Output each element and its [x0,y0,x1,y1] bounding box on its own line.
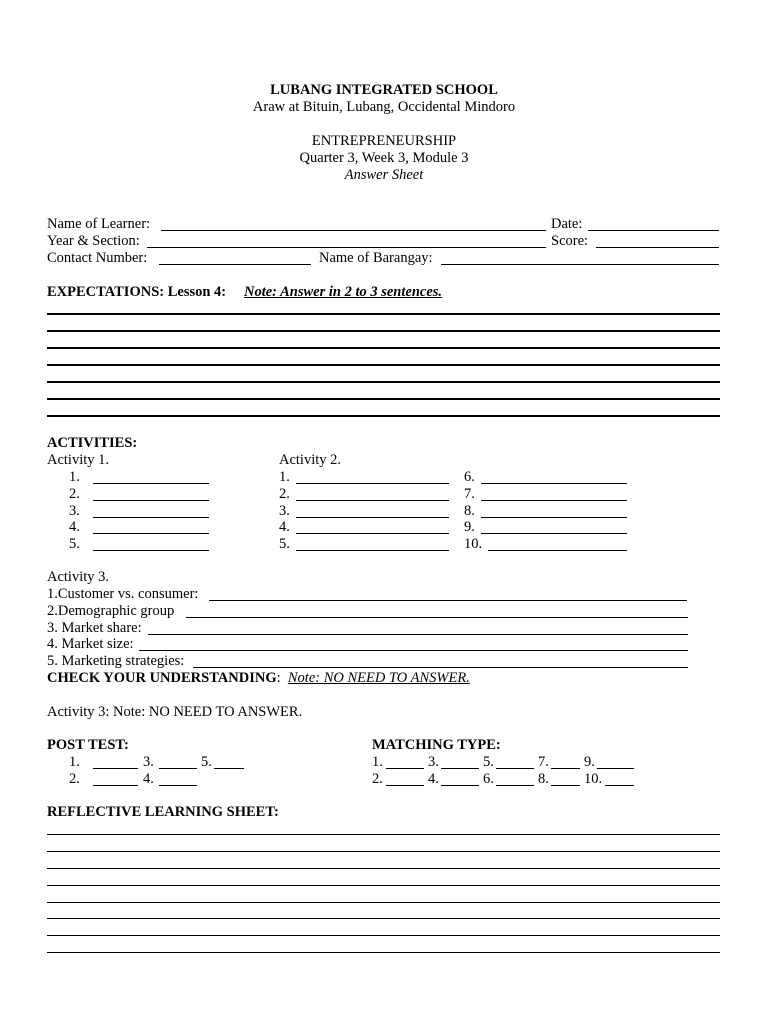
activity-1-answer-field[interactable] [93,470,209,484]
expectations-answer-line[interactable] [47,381,720,383]
post-test-answer-field[interactable] [214,755,244,769]
reflective-answer-line[interactable] [47,885,720,886]
barangay-field[interactable] [441,251,719,265]
activity-3-item-label: 2.Demographic group [47,603,175,619]
expectations-label: EXPECTATIONS: Lesson 4: [47,284,227,300]
expectations-answer-line[interactable] [47,415,720,417]
activity-1-item-number: 3. [69,503,80,519]
activity-3-item-label: 5. Marketing strategies: [47,653,185,669]
post-test-item-number: 5. [201,754,212,770]
reflective-answer-line[interactable] [47,868,720,869]
activity-3-title: Activity 3. [47,569,110,585]
check-understanding-label: CHECK YOUR UNDERSTANDING [47,670,277,686]
reflective-answer-line[interactable] [47,902,720,903]
name-of-learner-label: Name of Learner: [47,216,151,232]
activity-1-answer-field[interactable] [93,537,209,551]
reflective-answer-line[interactable] [47,918,720,919]
activity-2-answer-field[interactable] [481,520,627,534]
date-label: Date: [551,216,583,232]
activity-2-item-number: 7. [464,486,475,502]
activity-2-answer-field[interactable] [296,470,449,484]
activity-1-title: Activity 1. [47,452,110,468]
matching-answer-field[interactable] [496,772,534,786]
expectations-answer-line[interactable] [47,398,720,400]
activity-3-answer-field[interactable] [186,604,688,618]
activity-3-answer-field[interactable] [139,637,688,651]
activity-2-item-number: 5. [279,536,290,552]
module-info: Quarter 3, Week 3, Module 3 [299,150,469,166]
post-test-answer-field[interactable] [159,755,197,769]
activity-2-answer-field[interactable] [296,487,449,501]
matching-answer-field[interactable] [386,772,424,786]
date-field[interactable] [588,217,719,231]
activity-2-item-number: 1. [279,469,290,485]
activity-2-title: Activity 2. [279,452,342,468]
activity-3-item-label: 4. Market size: [47,636,134,652]
activity-3-no-answer-note: Activity 3: Note: NO NEED TO ANSWER. [47,704,303,720]
matching-type-heading: MATCHING TYPE: [372,737,501,753]
activity-2-item-number: 3. [279,503,290,519]
reflective-answer-line[interactable] [47,834,720,835]
check-understanding-colon: : [276,670,281,686]
expectations-answer-line[interactable] [47,330,720,332]
activity-1-answer-field[interactable] [93,487,209,501]
contact-number-label: Contact Number: [47,250,148,266]
reflective-answer-line[interactable] [47,935,720,936]
activity-1-item-number: 2. [69,486,80,502]
school-name: LUBANG INTEGRATED SCHOOL [270,82,498,98]
activity-1-item-number: 4. [69,519,80,535]
matching-answer-field[interactable] [441,772,479,786]
activity-2-answer-field[interactable] [481,504,627,518]
subject-title: ENTREPRENEURSHIP [311,133,457,149]
post-test-answer-field[interactable] [159,772,197,786]
matching-item-number: 9. [584,754,595,770]
activity-2-item-number: 8. [464,503,475,519]
matching-item-number: 7. [538,754,549,770]
contact-number-field[interactable] [159,251,311,265]
matching-item-number: 6. [483,771,494,787]
matching-answer-field[interactable] [597,755,634,769]
expectations-answer-line[interactable] [47,313,720,315]
year-section-label: Year & Section: [47,233,140,249]
activity-2-item-number: 6. [464,469,475,485]
post-test-item-number: 2. [69,771,80,787]
activity-3-answer-field[interactable] [148,621,688,635]
matching-answer-field[interactable] [605,772,634,786]
activity-1-item-number: 5. [69,536,80,552]
name-of-learner-field[interactable] [161,217,546,231]
activity-2-answer-field[interactable] [296,537,449,551]
activity-2-item-number: 4. [279,519,290,535]
post-test-item-number: 1. [69,754,80,770]
activity-3-item-label: 1.Customer vs. consumer: [47,586,199,602]
score-label: Score: [551,233,589,249]
matching-answer-field[interactable] [441,755,479,769]
check-understanding-row [47,670,470,687]
expectations-note: Note: Answer in 2 to 3 sentences. [244,284,443,300]
matching-answer-field[interactable] [386,755,424,769]
check-understanding-note: Note: NO NEED TO ANSWER. [287,670,470,686]
school-address: Araw at Bituin, Lubang, Occidental Mindoro [252,99,516,115]
score-field[interactable] [596,234,719,248]
expectations-answer-line[interactable] [47,347,720,349]
post-test-answer-field[interactable] [93,772,138,786]
year-section-field[interactable] [147,234,546,248]
matching-item-number: 5. [483,754,494,770]
document-type: Answer Sheet [344,167,424,183]
activity-2-answer-field[interactable] [296,504,449,518]
reflective-heading: REFLECTIVE LEARNING SHEET: [47,804,279,820]
activity-2-item-number: 9. [464,519,475,535]
activity-2-answer-field[interactable] [481,470,627,484]
reflective-answer-line[interactable] [47,851,720,852]
barangay-label: Name of Barangay: [319,250,433,266]
matching-answer-field[interactable] [551,755,580,769]
expectations-answer-line[interactable] [47,364,720,366]
reflective-answer-line[interactable] [47,952,720,953]
matching-answer-field[interactable] [551,772,580,786]
activity-1-item-number: 1. [69,469,80,485]
activity-2-answer-field[interactable] [481,487,627,501]
matching-answer-field[interactable] [496,755,534,769]
matching-item-number: 3. [428,754,439,770]
matching-item-number: 2. [372,771,383,787]
activity-2-item-number: 2. [279,486,290,502]
activity-2-answer-field[interactable] [488,537,627,551]
activity-2-answer-field[interactable] [296,520,449,534]
post-test-item-number: 3. [143,754,154,770]
activity-3-answer-field[interactable] [209,587,687,601]
activity-1-answer-field[interactable] [93,504,209,518]
matching-item-number: 8. [538,771,549,787]
matching-item-number: 10. [584,771,603,787]
activity-1-answer-field[interactable] [93,520,209,534]
post-test-heading: POST TEST: [47,737,129,753]
activities-heading: ACTIVITIES: [47,435,138,451]
activity-2-item-number: 10. [464,536,483,552]
matching-item-number: 4. [428,771,439,787]
activity-3-answer-field[interactable] [193,654,688,668]
post-test-item-number: 4. [143,771,154,787]
post-test-answer-field[interactable] [93,755,138,769]
activity-3-item-label: 3. Market share: [47,620,142,636]
matching-item-number: 1. [372,754,383,770]
